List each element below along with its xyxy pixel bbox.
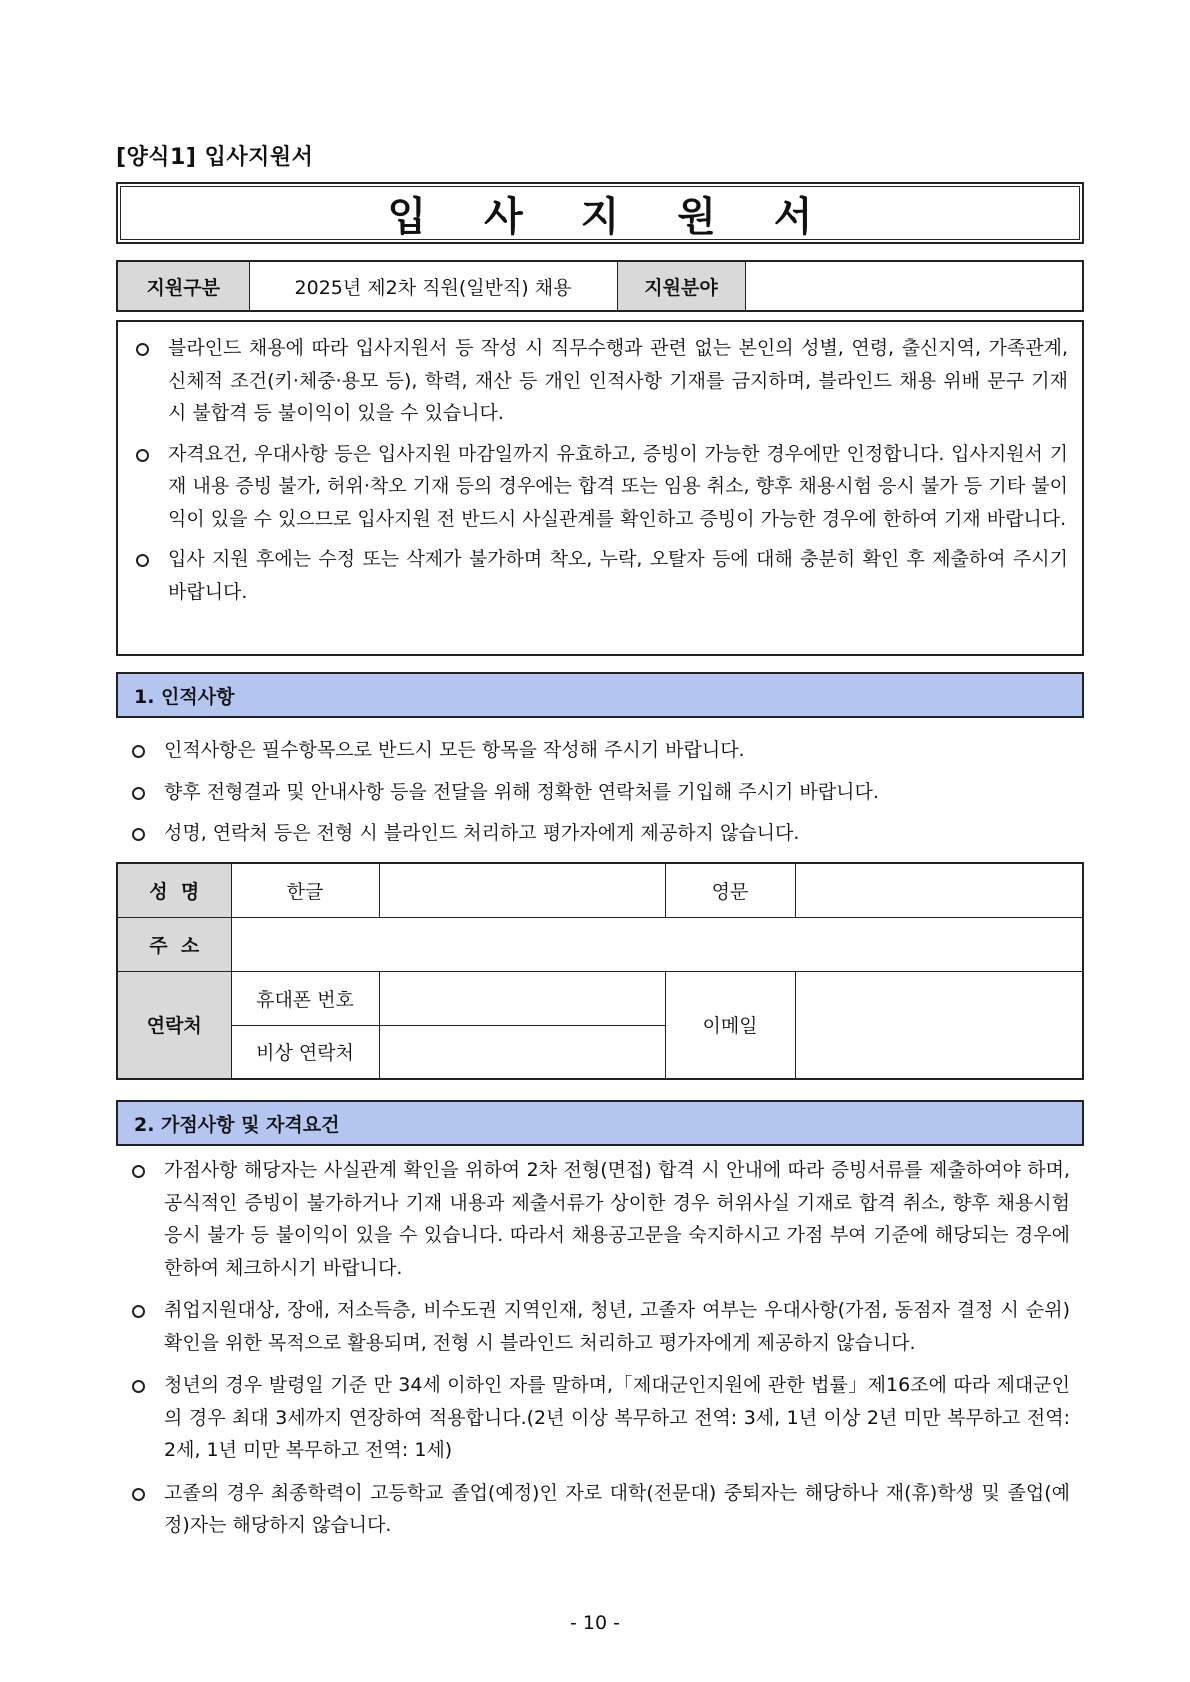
notice-item: 입사 지원 후에는 수정 또는 삭제가 불가하며 착오, 누락, 오탈자 등에 대해 충분히 확인 후 제출하여 주시기 바랍니다. <box>134 543 1068 608</box>
section2-header: 2. 가점사항 및 자격요건 <box>116 1100 1084 1146</box>
field-label: 지원분야 <box>617 261 745 311</box>
english-label: 영문 <box>665 863 795 917</box>
emergency-label: 비상 연락처 <box>231 1025 379 1079</box>
notice-item: 자격요건, 우대사항 등은 입사지원 마감일까지 유효하고, 증빙이 가능한 경우에만 인정합니다. 입사지원서 기재 내용 증빙 불가, 허위·착오 기재 등의 경우에는 합격 또는 임용 취소, 향후 채용시험 응시 불가 등 기타 불이익이 있을 수 있으므로 입사지원 전 반드시 사실관계를 확인하고 증빙이 가능한 경우에 한하여 기재 바랍니다. <box>134 438 1068 536</box>
list-item: 취업지원대상, 장애, 저소득층, 비수도권 지역인재, 청년, 고졸자 여부는 우대사항(가점, 동점자 결정 시 순위) 확인을 위한 목적으로 활용되며, 전형 시 블라인드 처리하고 평가자에게 제공하지 않습니다. <box>130 1294 1070 1359</box>
title-box <box>116 182 1084 244</box>
list-item: 고졸의 경우 최종학력이 고등학교 졸업(예정)인 자로 대학(전문대) 중퇴자는 해당하나 재(휴)학생 및 졸업(예정)자는 해당하지 않습니다. <box>130 1477 1070 1542</box>
section1-header: 1. 인적사항 <box>116 672 1084 718</box>
form-label: [양식1] 입사지원서 <box>116 145 314 170</box>
notice-item: 블라인드 채용에 따라 입사지원서 등 작성 시 직무수행과 관련 없는 본인의 성별, 연령, 출신지역, 가족관계, 신체적 조건(키·체중·용모 등), 학력, 재산 등 개인 인적사항 기재를 금지하며, 블라인드 채용 위배 문구 기재 시 불합격 등 불이익이 있을 수 있습니다. <box>134 332 1068 430</box>
contact-label: 연락처 <box>117 971 231 1079</box>
page-number: - 10 - <box>570 1612 620 1634</box>
korean-label: 한글 <box>231 863 379 917</box>
notice-box <box>116 320 1084 656</box>
email-label: 이메일 <box>665 971 795 1079</box>
name-label: 성 명 <box>117 863 231 917</box>
list-item: 가점사항 해당자는 사실관계 확인을 위하여 2차 전형(면접) 합격 시 안내에 따라 증빙서류를 제출하여야 하며, 공식적인 증빙이 불가하거나 기재 내용과 제출서류가 상이한 경우 허위사실 기재로 합격 취소, 향후 채용시험 응시 불가 등 불이익이 있을 수 있습니다. 따라서 채용공고문을 숙지하시고 가점 부여 기준에 해당되는 경우에 한하여 체크하시기 바랍니다. <box>130 1154 1070 1284</box>
list-item: 성명, 연락처 등은 전형 시 블라인드 처리하고 평가자에게 제공하지 않습니다. <box>130 817 1070 850</box>
category-label: 지원구분 <box>117 261 249 311</box>
page-title: 입 사 지 원 서 <box>387 193 835 240</box>
section1-list <box>130 734 1070 859</box>
section2-list <box>130 1154 1070 1552</box>
list-item: 향후 전형결과 및 안내사항 등을 전달을 위해 정확한 연락처를 기입해 주시기 바랍니다. <box>130 776 1070 809</box>
mobile-label: 휴대폰 번호 <box>231 971 379 1025</box>
list-item: 청년의 경우 발령일 기준 만 34세 이하인 자를 말하며,「제대군인지원에 관한 법률」제16조에 따라 제대군인의 경우 최대 3세까지 연장하여 적용합니다.(2년 이상 복무하고 전역: 3세, 1년 이상 2년 미만 복무하고 전역: 2세, 1년 미만 복무하고 전역: 1세) <box>130 1369 1070 1467</box>
mobile-input[interactable] <box>379 971 665 1025</box>
personal-info-table <box>116 862 1084 1080</box>
field-value-cell[interactable] <box>745 261 1083 311</box>
emergency-input[interactable] <box>379 1025 665 1079</box>
email-input[interactable] <box>795 971 1083 1079</box>
address-input[interactable] <box>231 917 1083 971</box>
category-value: 2025년 제2차 직원(일반직) 채용 <box>249 261 617 311</box>
korean-name-input[interactable] <box>379 863 665 917</box>
application-type-table <box>116 260 1084 312</box>
list-item: 인적사항은 필수항목으로 반드시 모든 항목을 작성해 주시기 바랍니다. <box>130 734 1070 767</box>
address-label: 주 소 <box>117 917 231 971</box>
english-name-input[interactable] <box>795 863 1083 917</box>
